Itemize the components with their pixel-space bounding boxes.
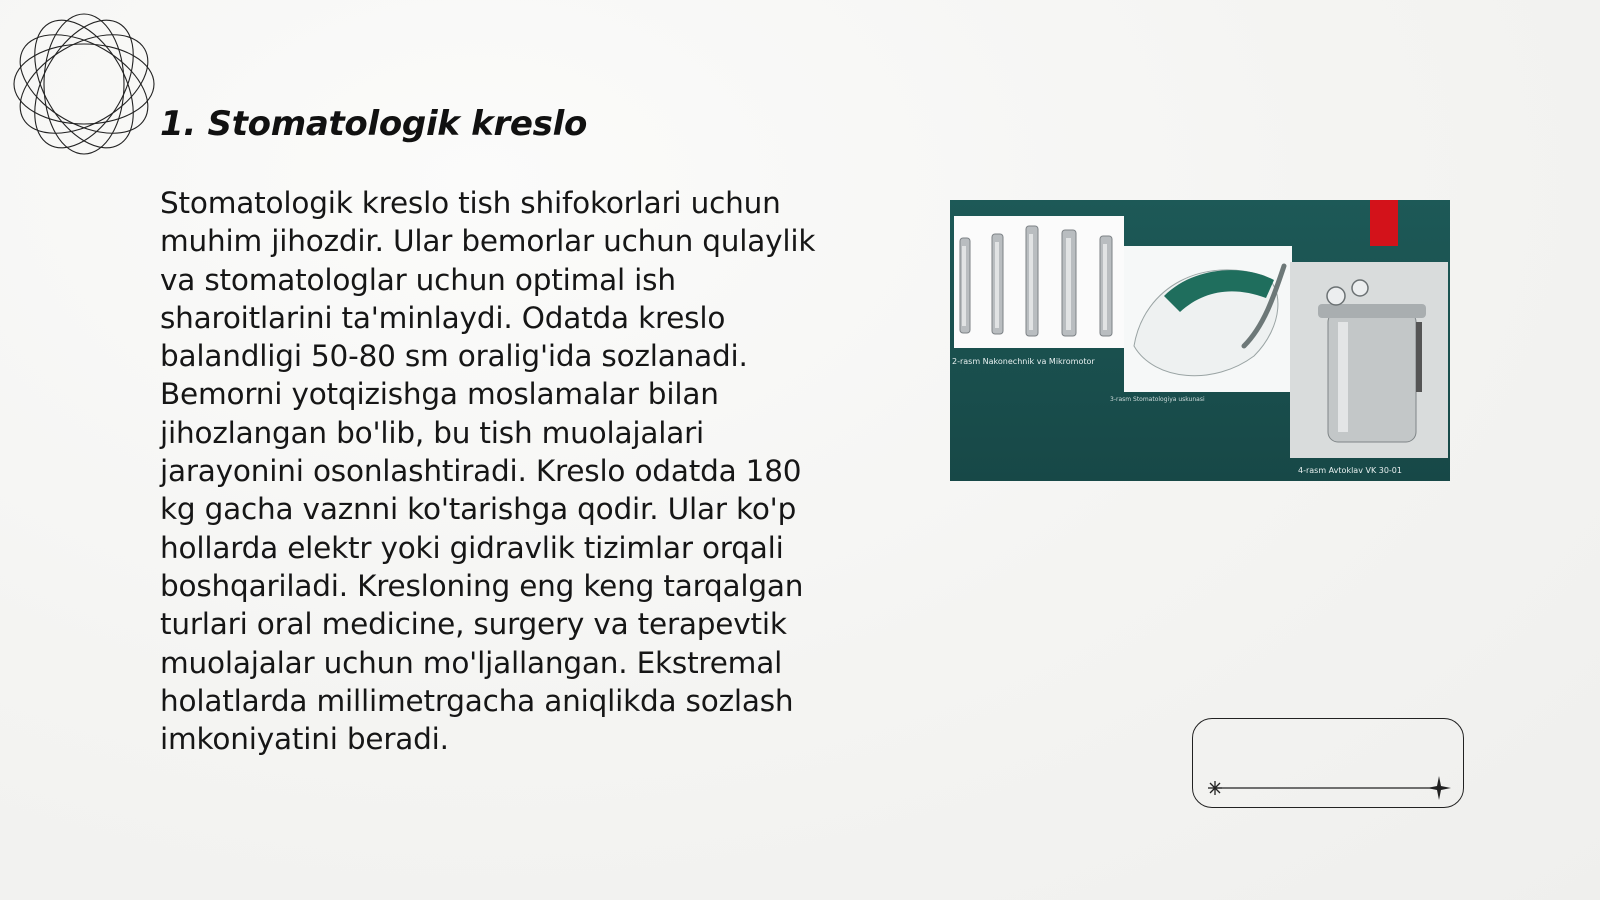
interlocking-rings-icon xyxy=(10,10,158,158)
decorative-frame xyxy=(1192,718,1464,808)
dental-equipment-photo xyxy=(950,200,1450,481)
autoclave-icon xyxy=(1290,262,1448,458)
handpieces-icon xyxy=(954,216,1124,348)
caption-unit: 3-rasm Stomatologiya uskunasi xyxy=(1110,396,1205,403)
decorative-line xyxy=(1193,719,1465,809)
caption-autoclave: 4-rasm Avtoklav VK 30-01 xyxy=(1298,466,1402,475)
four-point-star-icon xyxy=(1427,776,1451,800)
caption-handpieces: 2-rasm Nakonechnik va Mikromotor xyxy=(952,357,1095,366)
red-accent-tab xyxy=(1370,200,1398,246)
scaler-unit-panel xyxy=(1124,246,1292,392)
autoclave-panel xyxy=(1290,262,1448,458)
handpieces-panel xyxy=(954,216,1124,348)
slide-title: 1. Stomatologik kreslo xyxy=(160,104,588,144)
scaler-unit-icon xyxy=(1124,246,1292,392)
body-paragraph: Stomatologik kreslo tish shifokorlari uchun muhim jihozdir. Ular bemorlar uchun qulaylik va stomatologlar uchun optimal ish sharoitlarini ta'minlaydi. Odatda kreslo balandligi 50-80 sm oralig'ida sozlanadi. Bemorni yotqizishga moslamalar bilan jihozlangan bo'lib, bu tish muolajalari jarayonini osonlashtiradi. Kreslo odatda 180 kg gacha vaznni ko'tarishga qodir. Ular ko'p hollarda elektr yoki gidravlik tizimlar orqali boshqariladi. Kresloning eng keng tarqalgan turlari oral medicine, surgery va terapevtik muolajalar uchun mo'ljallangan. Ekstremal holatlarda millimetrgacha aniqlikda sozlash imkoniyatini beradi. xyxy=(160,186,816,757)
starburst-icon xyxy=(1208,781,1222,795)
